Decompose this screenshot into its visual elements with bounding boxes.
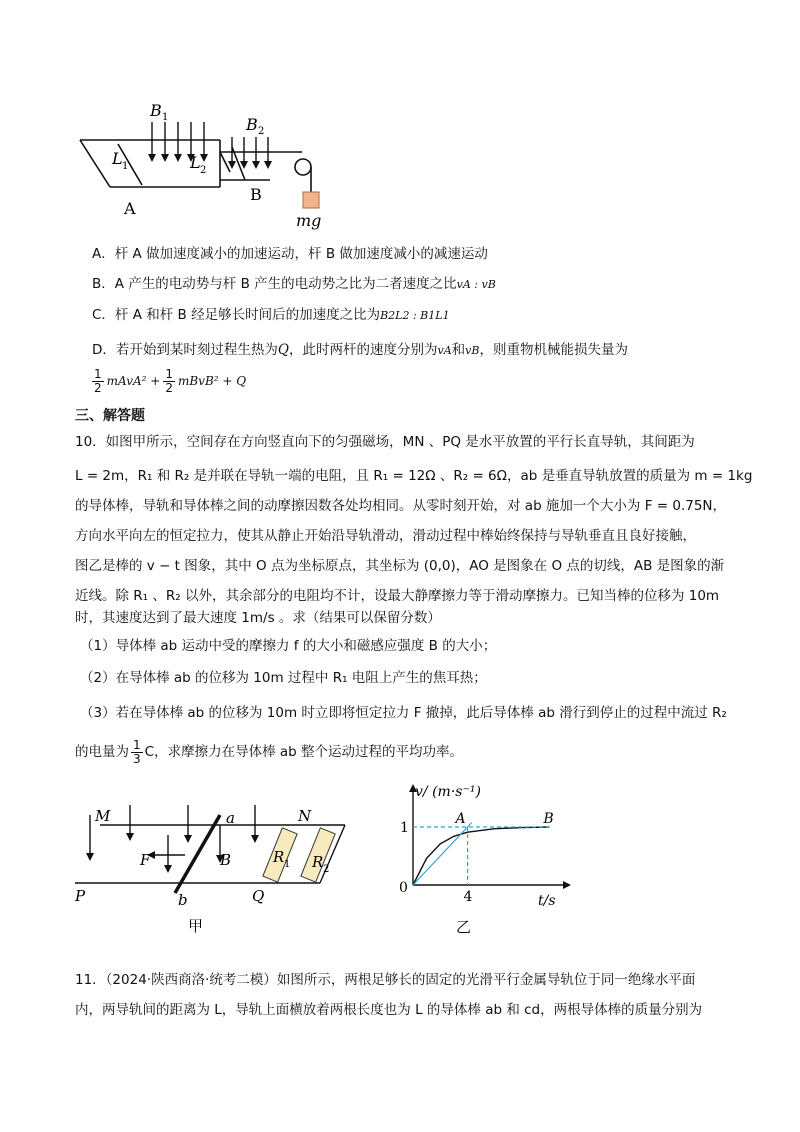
- q11-line-2: 内，两导轨间的距离为 L，导轨上面横放着两根长度也为 L 的导体棒 ab 和 cd，两根导体棒的质量分别为: [75, 1002, 703, 1018]
- svg-text:a: a: [226, 809, 235, 827]
- q10-line-7: 时，其速度达到了最大速度 1m/s 。求（结果可以保留分数）: [75, 610, 441, 626]
- q10-subquestion-3: （3）若在导体棒 ab 的位移为 10m 时立即将恒定拉力 F 撤掉，此后导体棒 ab 滑行到停止的过程中流过 R₂: [80, 705, 727, 721]
- svg-text:mg: mg: [296, 211, 322, 230]
- option-a: A．杆 A 做加速度减小的加速运动，杆 B 做加速度减小的减速运动: [92, 246, 488, 262]
- q10-line-5: 图乙是棒的 v − t 图象，其中 O 点为坐标原点，其坐标为 (0,0)，AO 是图象在 O 点的切线，AB 是图象的渐: [75, 558, 725, 574]
- svg-text:1: 1: [162, 112, 169, 123]
- figure-rails-pulley: [70, 92, 360, 232]
- y-axis-label: v/ (m·s⁻¹): [415, 784, 481, 800]
- q10-subquestion-3-cont: 的电量为 $\frac{1}{3}$ C ，求摩擦力在导体棒 ab 整个运动过程的平均功率。: [75, 737, 464, 766]
- figure-caption: 乙: [456, 918, 472, 936]
- svg-text:B: B: [246, 115, 258, 134]
- option-d: D．若开始到某时刻过程生热为Q，此时两杆的速度分别为vA和vB，则重物机械能损失量为: [92, 342, 628, 358]
- figure-yi-chart: [368, 780, 578, 940]
- option-d-formula: $\frac{1}{2}$ mAvA² + $\frac{1}{2}$ mBvB² + Q: [94, 366, 247, 395]
- option-b: B．A 产生的电动势与杆 B 产生的电动势之比为二者速度之比vA : vB: [92, 276, 496, 292]
- svg-text:2: 2: [258, 126, 265, 137]
- svg-text:B: B: [150, 101, 162, 120]
- q10-line-1: 10．如图甲所示，空间存在方向竖直向下的匀强磁场，MN 、PQ 是水平放置的平行长直导轨，其间距为: [75, 434, 695, 450]
- origin-label: 0: [399, 880, 408, 896]
- tangent-ao-line: [413, 823, 472, 885]
- x-axis-label: t/s: [538, 893, 556, 909]
- option-c: C．杆 A 和杆 B 经足够长时间后的加速度之比为B2L2 : B1L1: [92, 307, 450, 323]
- svg-text:b: b: [178, 891, 188, 909]
- svg-text:2: 2: [323, 864, 330, 875]
- section-title: 三、解答题: [75, 408, 145, 424]
- svg-text:B: B: [250, 185, 262, 204]
- y-tick-label: 1: [400, 820, 409, 836]
- x-tick-label: 4: [463, 889, 473, 905]
- q10-line-2: L = 2m，R₁ 和 R₂ 是并联在导轨一端的电阻，且 R₁ = 12Ω 、R₂ = 6Ω，ab 是垂直导轨放置的质量为 m = 1kg: [75, 468, 753, 484]
- svg-text:2: 2: [200, 165, 207, 176]
- svg-text:1: 1: [284, 859, 291, 870]
- point-a-label: A: [455, 811, 466, 827]
- q10-line-3: 的导体棒，导轨和导体棒之间的动摩擦因数各处均相同。从零时刻开始，对 ab 施加一个大小为 F = 0.75N，: [75, 498, 727, 514]
- svg-text:F: F: [140, 851, 151, 869]
- vt-curve-line: [413, 827, 549, 885]
- svg-text:L: L: [112, 149, 123, 168]
- svg-text:P: P: [75, 887, 86, 905]
- svg-text:甲: 甲: [188, 917, 204, 935]
- svg-text:Q: Q: [252, 887, 265, 905]
- svg-text:1: 1: [122, 161, 129, 172]
- q10-line-4: 方向水平向左的恒定拉力，使其从静止开始沿导轨滑动，滑动过程中棒始终保持与导轨垂直且良好接触，: [75, 528, 696, 544]
- svg-text:B: B: [220, 851, 232, 869]
- q10-subquestion-2: （2）在导体棒 ab 的位移为 10m 过程中 R₁ 电阻上产生的焦耳热；: [80, 670, 487, 686]
- q10-line-6: 近线。除 R₁ 、R₂ 以外，其余部分的电阻均不计，设最大静摩擦力等于滑动摩擦力。已知当棒的位移为 10m: [75, 588, 720, 604]
- svg-text:R: R: [312, 853, 324, 871]
- svg-text:A: A: [124, 199, 136, 218]
- q11-line-1: 11．（2024·陕西商洛·统考二模）如图所示，两根足够长的固定的光滑平行金属导轨位于同一绝缘水平面: [75, 972, 696, 988]
- svg-text:R: R: [273, 848, 285, 866]
- svg-text:L: L: [190, 153, 201, 172]
- point-b-label: B: [543, 811, 554, 827]
- figure-jia: [70, 795, 370, 935]
- q10-subquestion-1: （1）导体棒 ab 运动中受的摩擦力 f 的大小和磁感应强度 B 的大小；: [80, 638, 497, 654]
- svg-text:N: N: [298, 807, 312, 825]
- svg-text:M: M: [95, 807, 111, 825]
